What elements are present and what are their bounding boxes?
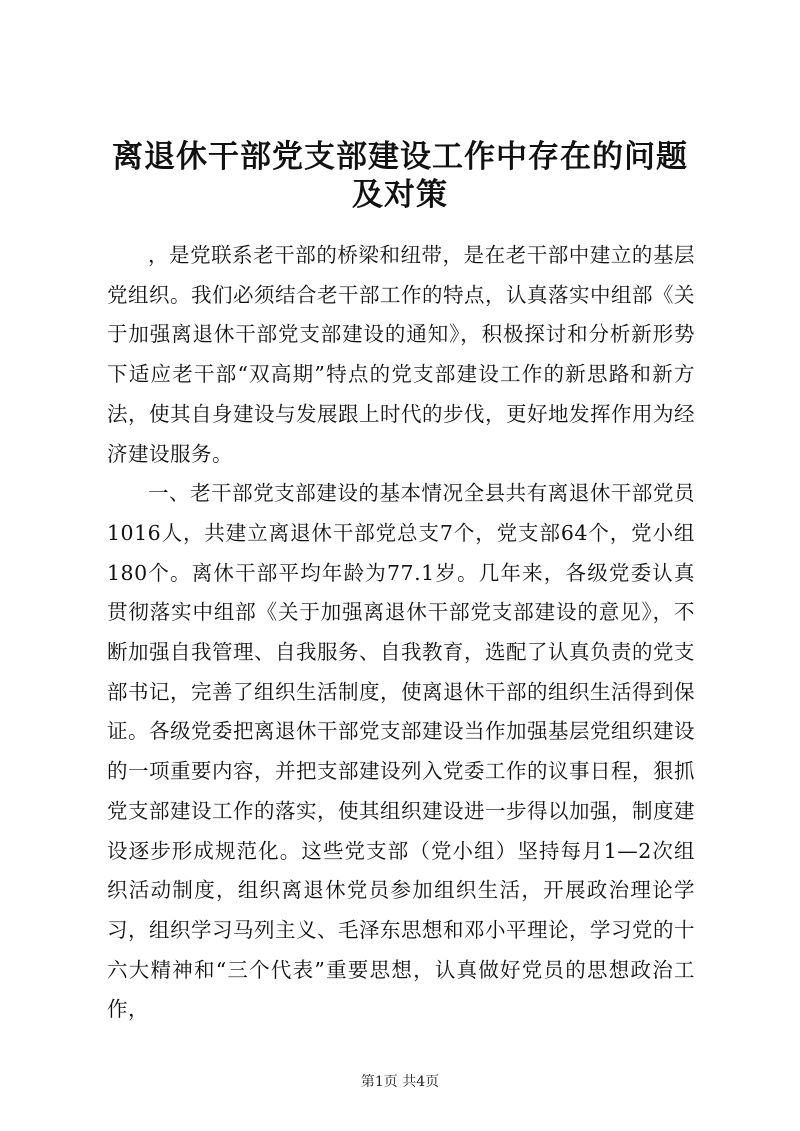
paragraph-section-1: 一、老干部党支部建设的基本情况全县共有离退休干部党员1016人，共建立离退休干部党总支7个，党支部64个，党小组180个。离休干部平均年龄为77.1岁。几年来，各级党委认真贯彻落实中组部《关于加强离退休干部党支部建设的意见》，不断加强自我管理、自我服务、自我教育，选配了认真负责的党支部书记，完善了组织生活制度，使离退休干部的组织生活得到保证。各级党委把离退休干部党支部建设当作加强基层党组织建设的一项重要内容，并把支部建设列入党委工作的议事日程，狠抓党支部建设工作的落实，使其组织建设进一步得以加强，制度建设逐步形成规范化。这些党支部（党小组）坚持每月1—2次组织活动制度，组织离退休党员参加组织生活，开展政治理论学习，组织学习马列主义、毛泽东思想和邓小平理论，学习党的十六大精神和“三个代表”重要思想，认真做好党员的思想政治工作， (107, 481, 695, 1022)
document-title: 离退休干部党支部建设工作中存在的问题及对策 (112, 139, 688, 213)
document-body (107, 236, 695, 1030)
paragraph-intro: ，是党联系老干部的桥梁和纽带，是在老干部中建立的基层党组织。我们必须结合老干部工作的特点，认真落实中组部《关于加强离退休干部党支部建设的通知》，积极探讨和分析新形势下适应老干部“双高期”特点的党支部建设工作的新思路和新方法，使其自身建设与发展跟上时代的步伐，更好地发挥作用为经济建设服务。 (107, 243, 695, 466)
page-number-footer: 第1页 共4页 (360, 1074, 440, 1090)
